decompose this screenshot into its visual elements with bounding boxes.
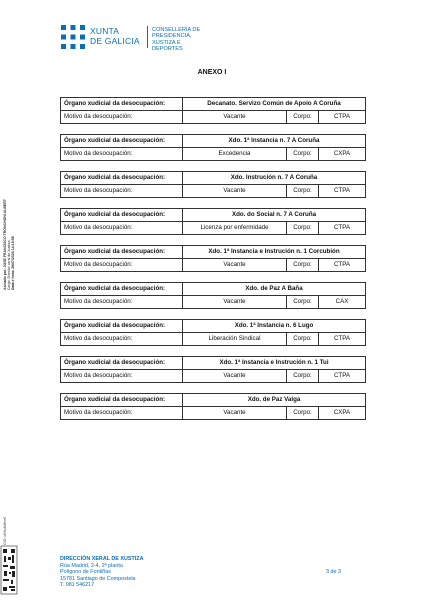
signature-line1: Asinado por: JOSE FRANCISCO TRONCHONI ALBERT — [3, 199, 7, 290]
signature-line3: Data e hora: 26/07/2024 14:16:56 — [11, 236, 15, 290]
xunta-logo — [60, 22, 210, 52]
organo-label: Órgano xudicial da desocupación: — [61, 320, 183, 332]
organo-value: Xdo. 1ª Instancia n. 7 A Coruña — [228, 137, 320, 144]
motivo-label: Motivo da desocupación: — [61, 222, 183, 234]
organo-row — [61, 320, 365, 332]
organo-row — [61, 357, 365, 369]
motivo-value: Vacante — [183, 111, 287, 123]
motivo-value: Licenza por enfermidade — [183, 222, 287, 234]
vacancy-table — [60, 171, 366, 198]
motivo-value: Excedencia — [183, 148, 287, 160]
corpo-value: CTPA — [333, 372, 351, 379]
organo-label: Órgano xudicial da desocupación: — [61, 209, 183, 221]
dept-line3: XUSTIZA E DEPORTES — [152, 39, 183, 53]
organo-value: Xdo. do Social n. 7 A Coruña — [231, 211, 317, 218]
vacancy-table — [60, 134, 366, 161]
xunta-cross-icon — [60, 24, 86, 50]
corpo-label: Corpo: — [287, 259, 319, 271]
motivo-value: Vacante — [183, 185, 287, 197]
signature-stamp — [3, 170, 15, 290]
motivo-label: Motivo da desocupación: — [61, 296, 183, 308]
organo-row — [61, 209, 365, 221]
corpo-label: Corpo: — [287, 370, 319, 382]
motivo-row — [61, 295, 365, 308]
organo-label: Órgano xudicial da desocupación: — [61, 135, 183, 147]
corpo-label: Corpo: — [287, 222, 319, 234]
organo-value: Decanato. Servizo Común de Apoio A Coruña — [207, 100, 341, 107]
organo-row — [61, 98, 365, 110]
organo-label: Órgano xudicial da desocupación: — [61, 283, 183, 295]
footer-address — [60, 556, 143, 589]
footer-line2: Rúa Madrid, 2-4, 2ª planta — [60, 562, 123, 569]
motivo-row — [61, 184, 365, 197]
motivo-label: Motivo da desocupación: — [61, 259, 183, 271]
organo-value: Xdo. 1ª Instancia e Instrución n. 1 Corcubión — [208, 248, 340, 255]
footer-line1: DIRECCIÓN XERAL DE XUSTIZA — [60, 556, 144, 562]
motivo-value: Liberación Sindical — [183, 333, 287, 345]
vacancy-table — [60, 97, 366, 124]
motivo-row — [61, 221, 365, 234]
corpo-value: CXPA — [333, 150, 351, 157]
brand-line2: DE GALICIA — [90, 36, 140, 46]
organo-label: Órgano xudicial da desocupación: — [61, 98, 183, 110]
dept-line2: PRESIDENCIA, — [152, 33, 192, 40]
organo-value: Xdo. Instrución n. 7 A Coruña — [230, 174, 318, 181]
organo-label: Órgano xudicial da desocupación: — [61, 394, 183, 406]
brand-name — [90, 26, 140, 46]
motivo-label: Motivo da desocupación: — [61, 407, 183, 419]
vacancy-table — [60, 282, 366, 309]
organo-row — [61, 283, 365, 295]
qr-code-icon — [0, 545, 18, 595]
signature-line2: Cargo: Director xeral de Xustiza — [7, 240, 11, 290]
vacancy-table — [60, 356, 366, 383]
annex-title: ANEXO I — [197, 69, 227, 76]
organo-label: Órgano xudicial da desocupación: — [61, 172, 183, 184]
motivo-row — [61, 147, 365, 160]
motivo-label: Motivo da desocupación: — [61, 111, 183, 123]
organo-label: Órgano xudicial da desocupación: — [61, 246, 183, 258]
motivo-label: Motivo da desocupación: — [61, 370, 183, 382]
motivo-value: Vacante — [183, 259, 287, 271]
organo-value: Xdo. 1ª Instancia e Instrución n. 1 Tui — [219, 359, 329, 366]
vacancy-tables — [60, 97, 366, 430]
motivo-value: Vacante — [183, 370, 287, 382]
motivo-value: Vacante — [183, 296, 287, 308]
organo-label: Órgano xudicial da desocupación: — [61, 357, 183, 369]
logo-divider — [147, 26, 148, 48]
corpo-label: Corpo: — [287, 296, 319, 308]
organo-row — [61, 135, 365, 147]
footer-line3: Polígono de Fontiñas — [60, 569, 111, 576]
department-name — [152, 27, 210, 53]
motivo-row — [61, 332, 365, 345]
motivo-row — [61, 258, 365, 271]
vacancy-table — [60, 245, 366, 272]
organo-row — [61, 246, 365, 258]
corpo-label: Corpo: — [287, 185, 319, 197]
motivo-row — [61, 369, 365, 382]
corpo-label: Corpo: — [287, 333, 319, 345]
corpo-value: CTPA — [333, 261, 351, 268]
corpo-label: Corpo: — [287, 148, 319, 160]
corpo-label: Corpo: — [287, 111, 319, 123]
organo-value: Xdo. de Paz Valga — [247, 396, 301, 403]
vacancy-table — [60, 393, 366, 420]
corpo-value: CXPA — [333, 409, 351, 416]
motivo-label: Motivo da desocupación: — [61, 333, 183, 345]
organo-value: Xdo. 1ª Instancia n. 6 Lugo — [234, 322, 314, 329]
corpo-label: Corpo: — [287, 407, 319, 419]
corpo-value: CTPA — [333, 187, 351, 194]
corpo-value: CTPA — [333, 335, 351, 342]
vacancy-table — [60, 208, 366, 235]
dept-line1: CONSELLERÍA DE — [152, 27, 201, 33]
motivo-value: Vacante — [183, 407, 287, 419]
motivo-label: Motivo da desocupación: — [61, 185, 183, 197]
corpo-value: CTPA — [333, 224, 351, 231]
organo-value: Xdo. de Paz A Baña — [245, 285, 303, 292]
organo-row — [61, 172, 365, 184]
vacancy-table — [60, 319, 366, 346]
motivo-label: Motivo da desocupación: — [61, 148, 183, 160]
footer-line5: T. 981 546217 — [60, 582, 95, 589]
footer-line4: 15781 Santiago de Compostela — [60, 575, 136, 582]
corpo-value: CTPA — [333, 113, 351, 120]
motivo-row — [61, 406, 365, 419]
motivo-row — [61, 110, 365, 123]
organo-row — [61, 394, 365, 406]
page-number: 3 de 3 — [326, 569, 341, 575]
corpo-value: CAX — [335, 298, 349, 305]
brand-line1: XUNTA — [90, 26, 120, 36]
verification-code: CVE: xHSiu6u8em7 — [3, 516, 7, 545]
